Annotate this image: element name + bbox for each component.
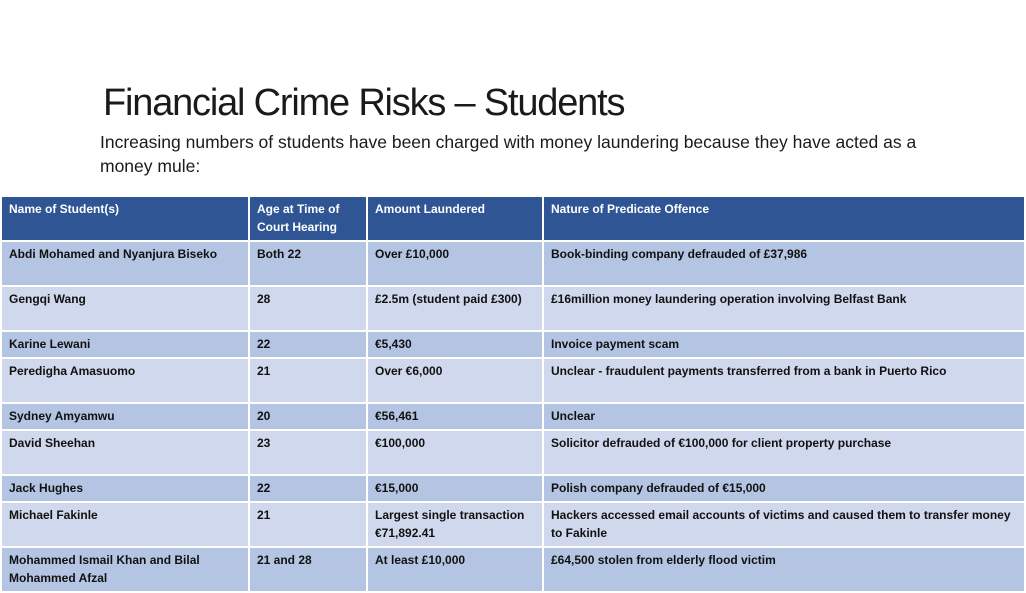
- cell-age: 22: [249, 475, 367, 502]
- cell-name: Karine Lewani: [1, 331, 249, 358]
- cell-amount: Largest single transaction €71,892.41: [367, 502, 543, 547]
- cell-offence: Hackers accessed email accounts of victims and caused them to transfer money to Fakinle: [543, 502, 1025, 547]
- cell-age: 28: [249, 286, 367, 331]
- cell-offence: Unclear - fraudulent payments transferred from a bank in Puerto Rico: [543, 358, 1025, 403]
- cell-name: Sydney Amyamwu: [1, 403, 249, 430]
- slide-subtitle: Increasing numbers of students have been charged with money laundering because they have acted as a money mule:: [100, 132, 917, 176]
- cell-name: Jack Hughes: [1, 475, 249, 502]
- slide-title: Financial Crime Risks – Students: [103, 82, 625, 124]
- cell-amount: €56,461: [367, 403, 543, 430]
- cell-age: 21 and 28: [249, 547, 367, 592]
- table-row: [1, 286, 1025, 331]
- cell-age: 22: [249, 331, 367, 358]
- cell-age: 21: [249, 502, 367, 547]
- cell-name: Peredigha Amasuomo: [1, 358, 249, 403]
- cell-name: Michael Fakinle: [1, 502, 249, 547]
- cell-offence: Book-binding company defrauded of £37,986: [543, 241, 1025, 286]
- cell-amount: £2.5m (student paid £300): [367, 286, 543, 331]
- cell-age: 21: [249, 358, 367, 403]
- cell-name: Mohammed Ismail Khan and Bilal Mohammed Afzal: [1, 547, 249, 592]
- cell-name: David Sheehan: [1, 430, 249, 475]
- table-row: [1, 331, 1025, 358]
- cell-offence: Polish company defrauded of €15,000: [543, 475, 1025, 502]
- table-row: [1, 502, 1025, 547]
- cell-amount: €5,430: [367, 331, 543, 358]
- cell-amount: Over €6,000: [367, 358, 543, 403]
- cell-offence: £64,500 stolen from elderly flood victim: [543, 547, 1025, 592]
- cell-amount: Over £10,000: [367, 241, 543, 286]
- cell-offence: Unclear: [543, 403, 1025, 430]
- student-cases-table: [0, 195, 1026, 593]
- table-row: [1, 475, 1025, 502]
- cell-amount: €15,000: [367, 475, 543, 502]
- cell-name: Gengqi Wang: [1, 286, 249, 331]
- cell-amount: At least £10,000: [367, 547, 543, 592]
- cell-age: 20: [249, 403, 367, 430]
- cell-offence: £16million money laundering operation involving Belfast Bank: [543, 286, 1025, 331]
- table-row: [1, 358, 1025, 403]
- cell-age: Both 22: [249, 241, 367, 286]
- cell-age: 23: [249, 430, 367, 475]
- table-header-row: [1, 196, 1025, 241]
- table-row: [1, 403, 1025, 430]
- table-row: [1, 241, 1025, 286]
- cell-offence: Solicitor defrauded of €100,000 for client property purchase: [543, 430, 1025, 475]
- cell-offence: Invoice payment scam: [543, 331, 1025, 358]
- header-age: Age at Time of Court Hearing: [249, 196, 367, 241]
- cell-name: Abdi Mohamed and Nyanjura Biseko: [1, 241, 249, 286]
- cell-amount: €100,000: [367, 430, 543, 475]
- table-row: [1, 547, 1025, 592]
- header-name: Name of Student(s): [1, 196, 249, 241]
- header-offence: Nature of Predicate Offence: [543, 196, 1025, 241]
- table-row: [1, 430, 1025, 475]
- header-amount: Amount Laundered: [367, 196, 543, 241]
